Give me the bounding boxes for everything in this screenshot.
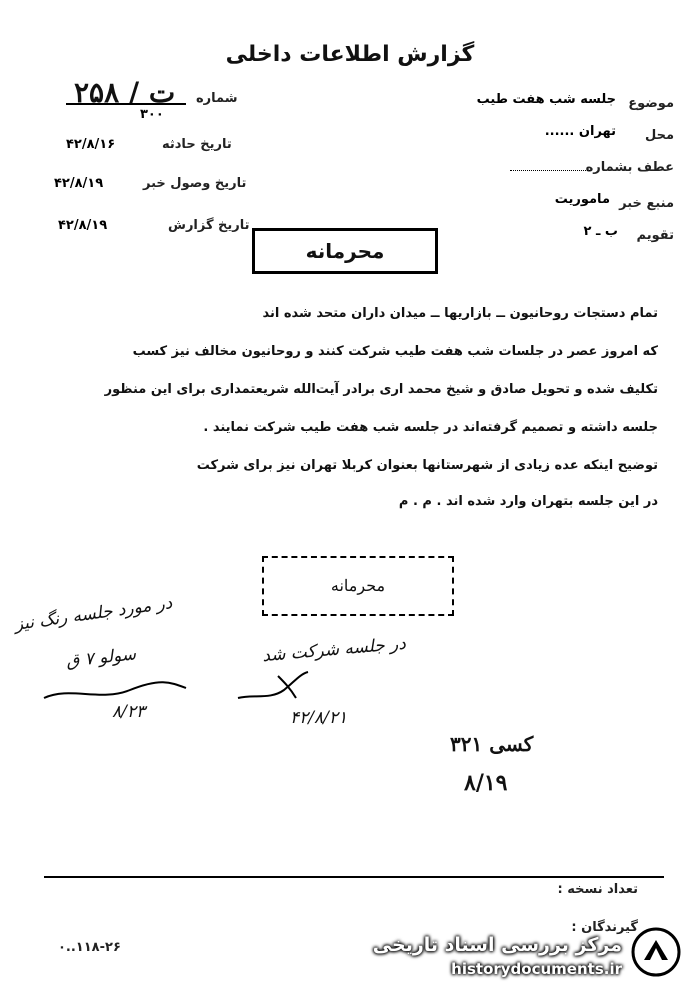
secondary-stamp: محرمانه [262,556,454,616]
receipt-date-label: تاریخ وصول خبر [143,176,247,191]
copies-label: تعداد نسخه : [557,882,638,897]
handwritten-note-left-1: در مورد جلسه رنگ نیز [13,593,174,635]
body-line-4: جلسه داشته و تصمیم گرفته‌اند در جلسه شب هفت طیب شرکت نمایند . [203,420,658,435]
handwritten-file-no: کسی ۳۲۱ [450,732,534,756]
number-underline [66,103,186,105]
subject-value: جلسه شب هفت طیب [476,92,616,107]
body-line-5: توضیح اینکه عده زیادی از شهرستانها بعنوان کربلا تهران نیز برای شرکت [196,458,658,473]
incident-date-label: تاریخ حادثه [162,137,232,152]
watermark-url: historydocuments.ir [451,960,622,978]
number-value: ۲۵۸ / ت [74,76,176,109]
report-date-label: تاریخ گزارش [168,218,250,233]
watermark-name: مرکز بررسی اسناد تاریخی [372,934,622,956]
recipients-label: گیرندگان : [571,920,638,935]
ref-dots [510,170,590,171]
body-line-2: که امروز عصر در جلسات شب هفت طیب شرکت کنند و روحانیون مخالف نیز کسب [132,344,658,359]
receipt-date-value: ۴۲/۸/۱۹ [54,176,104,191]
subject-label: موضوع [628,96,674,111]
watermark-logo-icon [630,926,682,978]
body-line-6: در این جلسه بتهران وارد شده اند . م . م [398,494,658,509]
handwritten-date-mid: ۴۲/۸/۲۱ [290,708,348,728]
report-title: گزارش اطلاعات داخلی [225,42,475,67]
report-date-value: ۴۲/۸/۱۹ [58,218,108,233]
number-sub: ۳۰۰ [140,107,164,122]
body-line-3: تکلیف شده و تحویل صادق و شیخ محمد اری برادر آیت‌الله شریعتمداری برای این منظور [104,382,658,397]
source-label: منبع خبر [619,196,674,211]
document-code: ۰..۱۱۸-۲۶ [58,940,121,955]
ref-label: عطف بشماره [585,160,674,175]
place-label: محل [644,128,674,143]
handwritten-date-left: ۸/۲۳ [112,702,146,722]
place-value: تهران ...... [544,124,616,139]
handwritten-note-left-2: سولو ۷ ق [65,644,137,672]
handwritten-note-mid: در جلسه شرکت شد [261,633,407,667]
confidential-stamp: محرمانه [252,228,438,274]
eval-label: تقویم [636,228,674,243]
incident-date-value: ۴۲/۸/۱۶ [66,137,116,152]
signature-mid [234,668,314,708]
eval-value: ب ـ ۲ [583,224,618,239]
footer-rule [44,876,664,878]
source-value: ماموریت [554,192,610,207]
handwritten-file-date: ۸/۱۹ [464,770,508,796]
body-line-1: تمام دستجات روحانیون ــ بازاریها ــ میدان داران متحد شده اند [262,306,658,321]
number-label: شماره [196,91,238,106]
